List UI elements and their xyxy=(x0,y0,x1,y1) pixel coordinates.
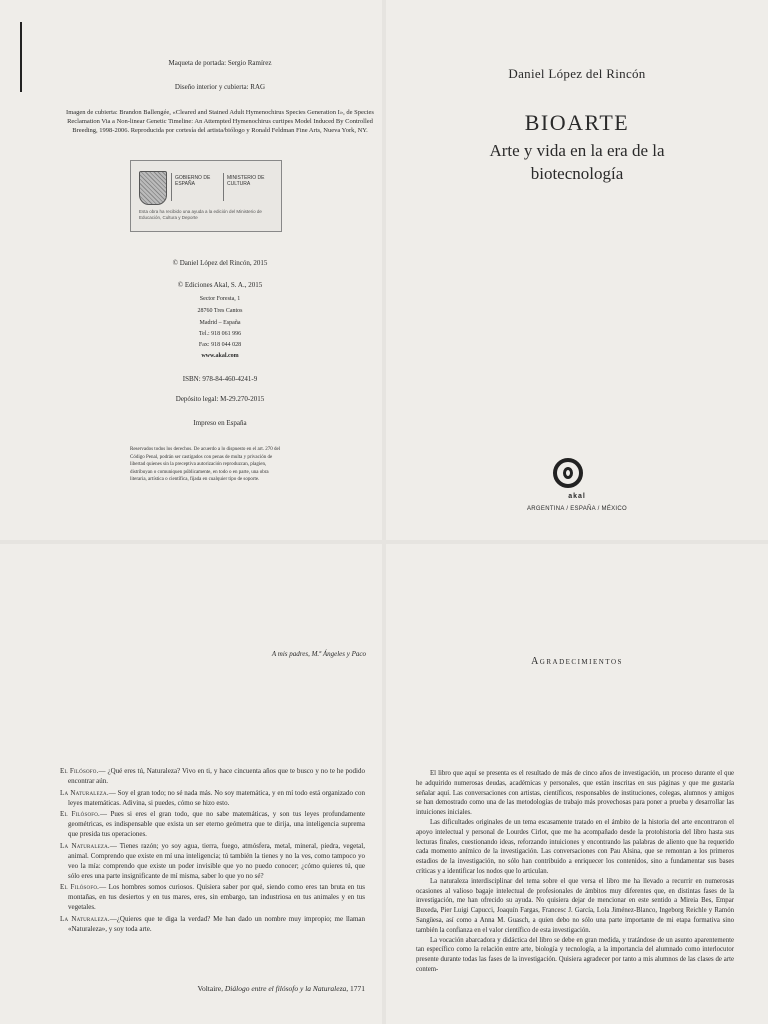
speaker: El Filósofo. xyxy=(60,883,100,891)
paragraph: La vocación abarcadora y didáctica del libro se debe en gran medida, y tratándose de un asunto aparentemente tan específico como la relación entre arte, biología y tecnología, a la importancia del alumnado como interlocutor presente durante todas las fases de la investigación. Quisiera agradecer por tanto a mis alumnos de las clases de arte contem- xyxy=(416,936,734,973)
acknowledgements-body xyxy=(416,769,734,975)
paragraph: La naturaleza interdisciplinar del tema sobre el que versa el libro me ha llevado a recurrir en numerosas ocasiones al valioso bagaje intelectual de profesionales de ámbitos muy diferentes que, en distintas fases de la investigación, me han ofrecido su ayuda. No quisiera dejar de mencionar en este sentido a Mireia Bes, Empar Buxeda, Pier Luigi Capucci, Joaquín Fargas, Francesc J. García, Lola Jiménez-Blanco, Ingeborg Reichle y Ramón Sangüesa, así como a Anna M. Guasch, a quien debo no sólo una parte importante de mi etapa formativa sino también la confianza en el valor científico de esta investigación. xyxy=(416,877,734,934)
speaker: El Filósofo. xyxy=(60,810,101,818)
paragraph: El libro que aquí se presenta es el resultado de más de cinco años de investigación, un proceso durante el que he adquirido numerosas deudas, académicas y personales, que están inscritas en sus páginas y que me gustaría señalar aquí. Las conversaciones con artistas, científicos, responsables de instituciones, colegas, alumnos y amigos se han demostrado como una de las metodologías de trabajo más provechosas para poner a prueba y desarrollar las intuiciones iniciales. xyxy=(416,770,734,817)
book-title: BIOARTE xyxy=(524,110,630,135)
source-title: Diálogo entre el filósofo y la Naturaleza xyxy=(224,984,347,993)
publisher-locations: ARGENTINA / ESPAÑA / MÉXICO xyxy=(526,506,627,512)
acknowledgements-page xyxy=(386,544,768,1024)
grant-note: Esta obra ha recibido una ayuda a la edición del Ministerio de Educación, Cultura y Deporte xyxy=(139,209,262,220)
dialogue-line xyxy=(60,766,365,786)
section-heading: Agradecimientos xyxy=(531,656,623,667)
logo-divider xyxy=(171,173,172,201)
printed-in: Impreso en España xyxy=(193,419,247,427)
publisher-copyright: © Ediciones Akal, S. A., 2015 xyxy=(177,281,263,289)
ministry-logo-box xyxy=(130,160,282,232)
dialogue-text: — ¿Qué eres tú, Naturaleza? Vivo en ti, y hace cincuenta años que te busco y no te he podido encontrar aún. xyxy=(68,767,365,785)
phone-number: Tel.: 918 061 996 xyxy=(198,331,242,337)
speaker: La Naturaleza. xyxy=(60,841,110,850)
dialogue-line xyxy=(60,788,365,808)
dialogue-line xyxy=(60,882,365,912)
paragraph: Las dificultades originales de un tema escasamente tratado en el ámbito de la historia del arte encontraron el apoyo intelectual y personal de Lourdes Cirlot, que me ha acompañado desde la protohistoria del libro hasta sus lecturas finales, cuestionando ideas, reforzando intuiciones y encontrando las palabras de aliento que ha requerido cada momento anímico de la investigación. Las conversaciones con Pau Alsina, que se remontan a los primeros estadios de la investigación, no sólo han contribuido a enriquecer los contenidos, sino a fundamentar sus bases críticas y a identificar los nodos que lo articulan. xyxy=(416,818,734,875)
website-link[interactable]: www.akal.com xyxy=(201,353,239,359)
title-page xyxy=(386,0,768,540)
subtitle-line: Arte y vida en la era de la xyxy=(489,141,665,160)
epigraph-dialogue xyxy=(60,766,365,935)
logo-divider xyxy=(223,173,224,201)
akal-logo-inner xyxy=(563,467,573,479)
dialogue-line xyxy=(60,809,365,839)
address-line: Madrid – España xyxy=(199,320,241,326)
dedication-page xyxy=(0,544,382,1024)
dialogue-text: — Pues si eres el gran todo, que no sabe matemáticas, y son tus leyes profundamente geométricas, es indispensable que exista un ser eterno geómetra que te dirija, una inteligencia suprema que presida tus operaciones. xyxy=(68,810,365,838)
source-author: Voltaire, xyxy=(197,984,225,993)
fax-number: Fax: 918 044 028 xyxy=(198,342,242,348)
book-subtitle xyxy=(386,139,768,185)
copyright-page xyxy=(0,0,382,540)
cover-image-credit: Imagen de cubierta: Brandon Ballengée, «Cleared and Stained Adult Hymenochirus Species Generation I», de Species Reclamation Via a Non-linear Genetic Timeline: An Attempted Hymenochirus curtipes Model Induced By Controlled Breeding, 1998-2006. Reproducida por cortesía del artista/biólogo y Ronald Feldman Fine Arts, Nueva York, NY. xyxy=(66,109,374,134)
speaker: La Naturaleza. xyxy=(60,914,110,923)
legal-deposit: Depósito legal: M-29.270-2015 xyxy=(175,395,265,403)
author-copyright: © Daniel López del Rincón, 2015 xyxy=(172,259,268,267)
akal-logo-icon xyxy=(553,458,583,488)
government-label: GOBIERNO DE ESPAÑA xyxy=(175,175,211,187)
dialogue-text: — Soy el gran todo; no sé nada más. No soy matemática, y en mí todo está organizado con leyes matemáticas. Adivina, si puedes, cómo se hizo esto. xyxy=(68,788,365,807)
publisher-wordmark: akal xyxy=(568,493,586,500)
speaker: El Filósofo. xyxy=(60,767,99,775)
dialogue-text: — Tienes razón; yo soy agua, tierra, fuego, atmósfera, metal, mineral, piedra, vegetal, animal. Comprendo que existe en mí una inteligencia; tú también la tienes y no la ves, como tampoco yo veo la mía: comprendo que existe un poder invisible que yo no puedo conocer; ¿cómo quieres tú, que sólo eres una parte insignificante de mí misma, saber lo que yo no sé? xyxy=(68,841,365,880)
subtitle-line: biotecnología xyxy=(530,164,624,183)
dialogue-text: — Los hombres somos curiosos. Quisiera saber por qué, siendo como eres tan bruta en tus montañas, en tus desiertos y en tus mares, eres, sin embargo, tan industriosa en tus animales y en tus vegetales. xyxy=(68,883,365,911)
dialogue-line xyxy=(60,914,365,934)
source-year: , 1771 xyxy=(346,984,365,993)
ministry-label: MINISTERIO DE CULTURA xyxy=(227,175,265,187)
address-line: Sector Foresta, 1 xyxy=(199,296,241,302)
dialogue-line xyxy=(60,841,365,881)
speaker: La Naturaleza. xyxy=(60,788,109,797)
rights-notice: Reservados todos los derechos. De acuerdo a lo dispuesto en el art. 270 del Código Penal, podrán ser castigados con penas de multa y privación de libertad quienes sin la preceptiva autorización reproduzcan, plagien, distribuyan o comuniquen públicamente, en todo o en parte, una obra literaria, artística o científica, fijada en cualquier tipo de soporte. xyxy=(130,447,281,482)
epigraph-source xyxy=(60,984,365,993)
spain-coat-of-arms-icon xyxy=(139,171,167,205)
cover-design-credit: Maqueta de portada: Sergio Ramírez xyxy=(168,59,272,67)
interior-design-credit: Diseño interior y cubierta: RAG xyxy=(174,83,266,91)
author-name: Daniel López del Rincón xyxy=(508,66,646,81)
isbn: ISBN: 978-84-460-4241-9 xyxy=(182,375,258,383)
scan-edge-mark xyxy=(20,22,22,92)
dedication: A mis padres, M.ª Ángeles y Paco xyxy=(271,650,366,658)
dialogue-text: —¿Quieres que te diga la verdad? Me han dado un nombre muy impropio; me llaman «Naturaleza», y soy toda arte. xyxy=(68,914,365,933)
address-line: 28760 Tres Cantos xyxy=(197,308,243,314)
